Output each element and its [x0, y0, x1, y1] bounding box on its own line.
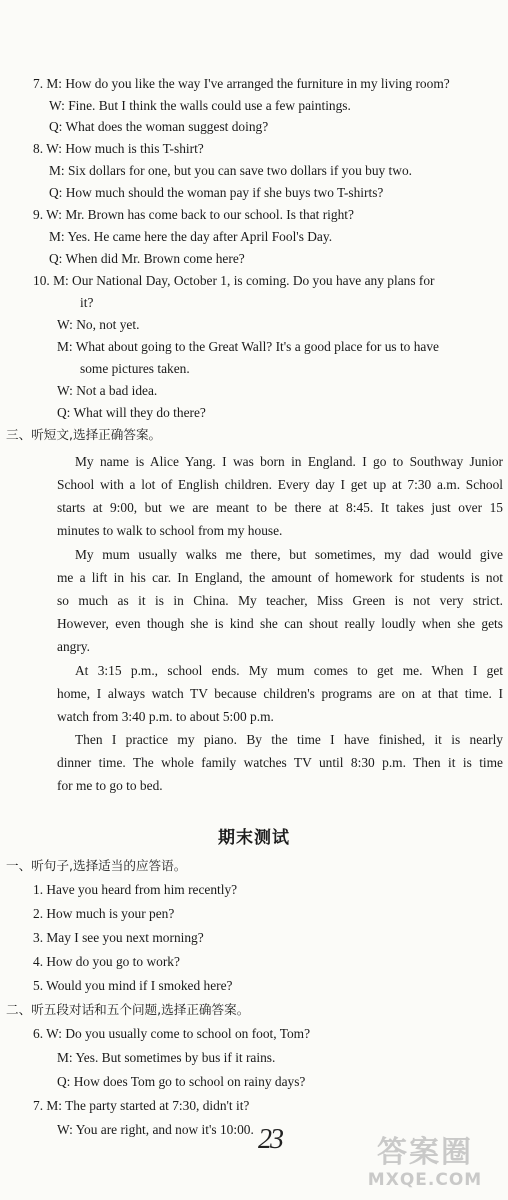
dialogue-6-question: Q: How does Tom go to school on rainy days? [57, 1074, 306, 1089]
passage-line: me a lift in his car. In England, the amount of homework for students is not [57, 570, 503, 585]
dialogue-9-man-line: M: Yes. He came here the day after April Fool's Day. [49, 229, 333, 244]
passage-line: Then I practice my piano. By the time I have finished, it is nearly [75, 732, 503, 747]
dialogue-10-man-line: 10. M: Our National Day, October 1, is coming. Do you have any plans for [33, 273, 435, 288]
dialogue-8-man-line: M: Six dollars for one, but you can save two dollars if you buy two. [49, 163, 412, 178]
passage-line: My mum usually walks me there, but sometimes, my dad would give [75, 547, 503, 562]
passage-line: dinner time. The whole family watches TV until 8:30 p.m. Then it is time [57, 755, 503, 770]
watermark-top-text: 答案圈 [377, 1135, 473, 1170]
dialogue-9-question: Q: When did Mr. Brown come here? [49, 251, 245, 266]
section-3-heading: 三、听短文,选择正确答案。 [6, 427, 162, 442]
dialogue-7-woman-line: W: Fine. But I think the walls could use a few paintings. [49, 98, 351, 113]
dialogue-7-woman-line-final: W: You are right, and now it's 10:00. [57, 1122, 254, 1137]
dialogue-8-woman-line: 8. W: How much is this T-shirt? [33, 141, 204, 156]
dialogue-10-man-line-2: M: What about going to the Great Wall? It's a good place for us to have [57, 339, 439, 354]
passage-line: However, even though she is kind she can shout really loudly when she gets [57, 616, 503, 631]
passage-line: home, I always watch TV because children's programs are on at that time. I [57, 686, 503, 701]
dialogue-7-question: Q: What does the woman suggest doing? [49, 119, 269, 134]
dialogue-10-man-line-cont: it? [80, 295, 94, 310]
passage-line: angry. [57, 639, 90, 654]
dialogue-10-woman-line: W: No, not yet. [57, 317, 140, 332]
passage-line: for me to go to bed. [57, 778, 163, 793]
sentence-item: 1. Have you heard from him recently? [33, 882, 238, 897]
final-test-title: 期末测试 [218, 828, 290, 848]
dialogue-10-man-line-2-cont: some pictures taken. [80, 361, 190, 376]
watermark-bottom-text: MXQE.COM [367, 1170, 483, 1190]
dialogue-6-man-line: M: Yes. But sometimes by bus if it rains. [57, 1050, 276, 1065]
passage-line: minutes to walk to school from my house. [57, 523, 283, 538]
section-2-heading: 二、听五段对话和五个问题,选择正确答案。 [6, 1002, 250, 1017]
dialogue-10-question: Q: What will they do there? [57, 405, 206, 420]
watermark-logo [350, 1136, 500, 1194]
sentence-item: 2. How much is your pen? [33, 906, 175, 921]
sentence-item: 3. May I see you next morning? [33, 930, 204, 945]
sentence-item: 4. How do you go to work? [33, 954, 180, 969]
dialogue-8-question: Q: How much should the woman pay if she buys two T-shirts? [49, 185, 384, 200]
dialogue-10-woman-line-2: W: Not a bad idea. [57, 383, 158, 398]
passage-line: School with a lot of English children. Every day I get up at 7:30 a.m. School [57, 477, 503, 492]
passage-line: starts at 9:00, but we are meant to be there at 8:45. It takes just over 15 [57, 500, 503, 515]
passage-line: At 3:15 p.m., school ends. My mum comes to get me. When I get [75, 663, 503, 678]
dialogue-7-man-line-final: 7. M: The party started at 7:30, didn't it? [33, 1098, 250, 1113]
page-number: 23 [258, 1124, 282, 1155]
dialogue-6-woman-line: 6. W: Do you usually come to school on foot, Tom? [33, 1026, 311, 1041]
dialogue-7-man-line: 7. M: How do you like the way I've arranged the furniture in my living room? [33, 76, 450, 91]
sentence-item: 5. Would you mind if I smoked here? [33, 978, 233, 993]
passage-line: watch from 3:40 p.m. to about 5:00 p.m. [57, 709, 274, 724]
dialogue-9-woman-line: 9. W: Mr. Brown has come back to our school. Is that right? [33, 207, 354, 222]
passage-line: My name is Alice Yang. I was born in England. I go to Southway Junior [75, 454, 503, 469]
section-1-heading: 一、听句子,选择适当的应答语。 [6, 858, 187, 873]
passage-line: so much as it is in China. My teacher, Miss Green is not very strict. [57, 593, 503, 608]
